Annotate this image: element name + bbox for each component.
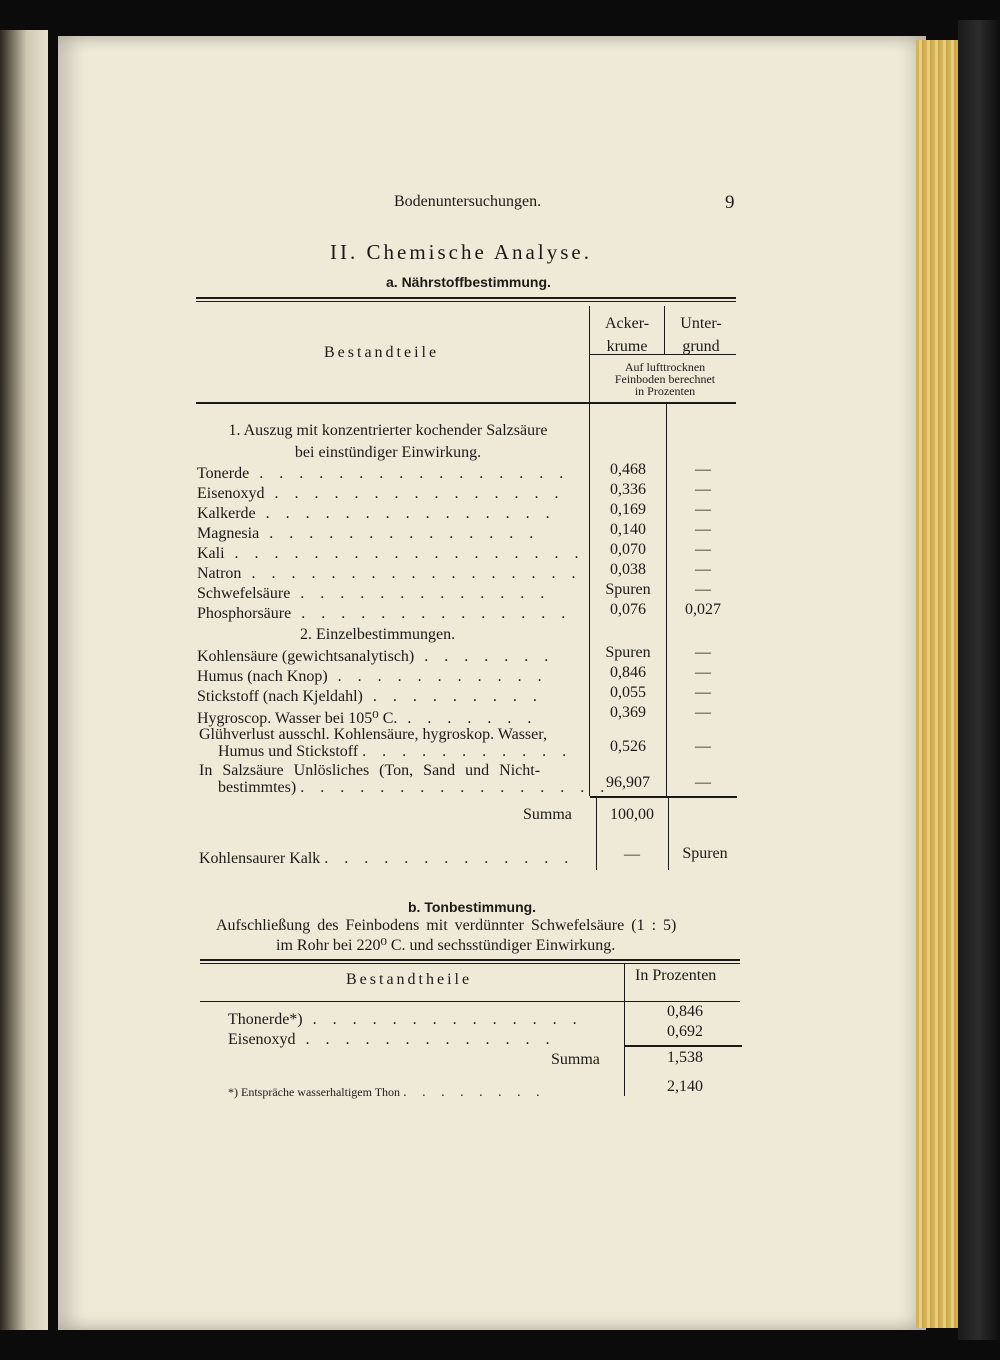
leader-dots: . . . . . . . bbox=[414, 648, 555, 665]
group1-row-label: Natron bbox=[197, 565, 242, 582]
leader-dots: . . . . . . . . . . . . . . . bbox=[264, 485, 565, 502]
part-b-description-line2: im Rohr bei 220⁰ C. und sechsstündiger Einwirkung. bbox=[276, 937, 616, 954]
running-title: Bodenuntersuchungen. bbox=[394, 193, 542, 210]
group2-untergrund-value: — bbox=[695, 704, 711, 721]
group1-row-label: Magnesia bbox=[197, 525, 260, 542]
leader-dots: . . . . . . . . bbox=[403, 1085, 546, 1100]
row-unloesliches-ackerkrume: 96,907 bbox=[606, 774, 650, 791]
part-a-title: a. Nährstoffbestimmung. bbox=[386, 274, 551, 290]
group1-untergrund-value: — bbox=[695, 561, 711, 578]
row-gluehverlust-ackerkrume: 0,526 bbox=[610, 738, 646, 755]
table-b-footnote-value: 2,140 bbox=[667, 1078, 703, 1095]
row-unloesliches-label: bestimmtes) bbox=[218, 779, 297, 796]
leader-dots: . . . . . . . . . . . . . . . . . . bbox=[224, 545, 585, 562]
previous-page-edge bbox=[0, 30, 48, 1330]
group1-row bbox=[197, 525, 539, 543]
leader-dots: . . . . . . . . . . . bbox=[327, 668, 548, 685]
group1-ackerkrume-value: 0,076 bbox=[610, 601, 646, 618]
row-gluehverlust-untergrund: — bbox=[695, 738, 711, 755]
leader-dots: . . . . . . . . . . . . . . bbox=[302, 1011, 583, 1028]
part-b-title: b. Tonbestimmung. bbox=[408, 899, 537, 915]
table-a-head-rule bbox=[196, 402, 736, 404]
part-b-description-line1: Aufschließung des Feinbodens mit verdünnter Schwefelsäure (1 : 5) bbox=[216, 917, 677, 934]
table-a-head-divider-2 bbox=[664, 306, 665, 354]
group2-untergrund-value: — bbox=[695, 664, 711, 681]
leader-dots: . . . . . . . . . . . . . . bbox=[259, 525, 540, 542]
table-a-top-rule-2 bbox=[196, 301, 736, 302]
group1-row bbox=[197, 505, 556, 523]
leader-dots: . . . . . . . . . bbox=[362, 688, 543, 705]
group1-row bbox=[197, 565, 581, 583]
group2-row bbox=[197, 688, 543, 706]
table-a-sum-divider-2 bbox=[668, 798, 669, 870]
table-a-col-divider-1 bbox=[589, 404, 590, 796]
group1-untergrund-value: — bbox=[695, 541, 711, 558]
group2-ackerkrume-value: 0,846 bbox=[610, 664, 646, 681]
table-b-head-rule bbox=[200, 1001, 740, 1002]
section-title: II. Chemische Analyse. bbox=[330, 240, 592, 264]
group2-untergrund-value: — bbox=[695, 644, 711, 661]
group1-row-label: Eisenoxyd bbox=[197, 485, 265, 502]
leader-dots: . . . . . . . . . . . . . . bbox=[291, 605, 572, 622]
group2-row bbox=[197, 708, 537, 728]
group1-ackerkrume-value: 0,169 bbox=[610, 501, 646, 518]
table-a-sum-rule bbox=[590, 796, 737, 798]
column-header-untergrund: Unter- grund bbox=[680, 315, 722, 355]
table-b-row bbox=[228, 1011, 583, 1029]
row-kalk-untergrund: Spuren bbox=[682, 845, 728, 862]
group2-title: 2. Einzelbestimmungen. bbox=[300, 626, 456, 643]
leader-dots: . . . . . . . . . . . . . . . . bbox=[300, 779, 611, 796]
leader-dots: . . . . . . . . . . . . . . . . . bbox=[241, 565, 582, 582]
group1-row bbox=[197, 485, 565, 503]
leader-dots: . . . . . . . . . . . bbox=[362, 743, 573, 760]
leader-dots: . . . . . . . . . . . . . . . . bbox=[249, 465, 570, 482]
footnote-text: *) Entspräche wasserhaltigem Thon bbox=[228, 1085, 401, 1099]
group1-untergrund-value: — bbox=[695, 481, 711, 498]
table-b-row-value: 0,846 bbox=[667, 1003, 703, 1020]
table-b-summa-label: Summa bbox=[551, 1051, 600, 1068]
row-gluehverlust-line1: Glühverlust ausschl. Kohlensäure, hygroskop. Wasser, bbox=[199, 726, 547, 743]
row-unloesliches-line2 bbox=[218, 779, 610, 797]
column-header-bestandteile: Bestandteile bbox=[324, 344, 440, 361]
summa-label: Summa bbox=[523, 806, 572, 823]
group2-ackerkrume-value: 0,369 bbox=[610, 704, 646, 721]
column-header-ackerkrume: Acker- krume bbox=[604, 315, 650, 355]
table-b-row-label: Eisenoxyd bbox=[228, 1031, 296, 1048]
group2-row bbox=[197, 648, 554, 666]
table-a-col-divider-2 bbox=[666, 404, 667, 796]
group2-row-label: Kohlensäure (gewichtsanalytisch) bbox=[197, 648, 415, 665]
row-unloesliches-untergrund: — bbox=[695, 774, 711, 791]
table-b-row-label: Thonerde*) bbox=[228, 1011, 303, 1028]
table-b-row bbox=[228, 1031, 556, 1049]
book-spine bbox=[958, 20, 1000, 1340]
group1-row-label: Schwefelsäure bbox=[197, 585, 291, 602]
group1-ackerkrume-value: 0,468 bbox=[610, 461, 646, 478]
group1-ackerkrume-value: Spuren bbox=[605, 581, 651, 598]
table-b-header-prozenten: In Prozenten bbox=[635, 967, 717, 984]
group2-row-label: Hygroscop. Wasser bei 105⁰ C. bbox=[197, 710, 398, 727]
group1-ackerkrume-value: 0,070 bbox=[610, 541, 646, 558]
group1-title: 1. Auszug mit konzentrierter kochender Salzsäure bei einstündiger Einwirkung. bbox=[228, 422, 548, 461]
group2-row bbox=[197, 668, 548, 686]
group1-row-label: Phosphorsäure bbox=[197, 605, 292, 622]
row-gluehverlust-line2 bbox=[218, 743, 572, 761]
group1-row bbox=[197, 545, 585, 563]
group1-row-label: Kali bbox=[197, 545, 225, 562]
table-b-top-rule-2 bbox=[200, 963, 740, 964]
group1-ackerkrume-value: 0,336 bbox=[610, 481, 646, 498]
group2-ackerkrume-value: Spuren bbox=[605, 644, 651, 661]
basis-note: Auf lufttrocknen Feinboden berechnet in Prozenten bbox=[614, 360, 716, 398]
group1-ackerkrume-value: 0,140 bbox=[610, 521, 646, 538]
group1-row bbox=[197, 585, 550, 603]
leader-dots: . . . . . . . . . . . . . bbox=[295, 1031, 556, 1048]
group1-untergrund-value: — bbox=[695, 521, 711, 538]
leader-dots: . . . . . . . . . . . . . bbox=[324, 850, 575, 867]
table-b-col-divider bbox=[624, 964, 625, 1096]
row-kohlensaurer-kalk bbox=[199, 850, 574, 868]
group1-row-label: Kalkerde bbox=[197, 505, 256, 522]
group2-ackerkrume-value: 0,055 bbox=[610, 684, 646, 701]
group1-untergrund-value: — bbox=[695, 461, 711, 478]
row-kalk-label: Kohlensaurer Kalk bbox=[199, 850, 321, 867]
leader-dots: . . . . . . . . . . . . . bbox=[290, 585, 551, 602]
leader-dots: . . . . . . . bbox=[397, 710, 538, 727]
group1-untergrund-value: — bbox=[695, 501, 711, 518]
table-b-row-value: 0,692 bbox=[667, 1023, 703, 1040]
group1-row bbox=[197, 605, 571, 623]
gilt-page-edges bbox=[916, 40, 958, 1328]
group1-row-label: Tonerde bbox=[197, 465, 250, 482]
group1-row bbox=[197, 465, 569, 483]
summa-ackerkrume: 100,00 bbox=[610, 806, 654, 823]
table-b-top-rule bbox=[200, 959, 740, 961]
table-b-sum-rule bbox=[624, 1045, 742, 1047]
table-a-top-rule bbox=[196, 297, 736, 299]
table-b-footnote bbox=[228, 1085, 546, 1101]
group1-ackerkrume-value: 0,038 bbox=[610, 561, 646, 578]
group1-untergrund-value: 0,027 bbox=[685, 601, 721, 618]
leader-dots: . . . . . . . . . . . . . . . bbox=[255, 505, 556, 522]
group2-row-label: Stickstoff (nach Kjeldahl) bbox=[197, 688, 363, 705]
group2-untergrund-value: — bbox=[695, 684, 711, 701]
row-unloesliches-line1: In Salzsäure Unlösliches (Ton, Sand und Nicht- bbox=[199, 762, 541, 779]
row-gluehverlust-label: Humus und Stickstoff bbox=[218, 743, 359, 760]
group2-row-label: Humus (nach Knop) bbox=[197, 668, 328, 685]
table-b-summa-value: 1,538 bbox=[667, 1049, 703, 1066]
row-kalk-ackerkrume: — bbox=[624, 846, 640, 863]
group1-untergrund-value: — bbox=[695, 581, 711, 598]
page-number: 9 bbox=[725, 192, 735, 213]
table-b-header-bestandtheile: Bestandtheile bbox=[346, 971, 473, 988]
